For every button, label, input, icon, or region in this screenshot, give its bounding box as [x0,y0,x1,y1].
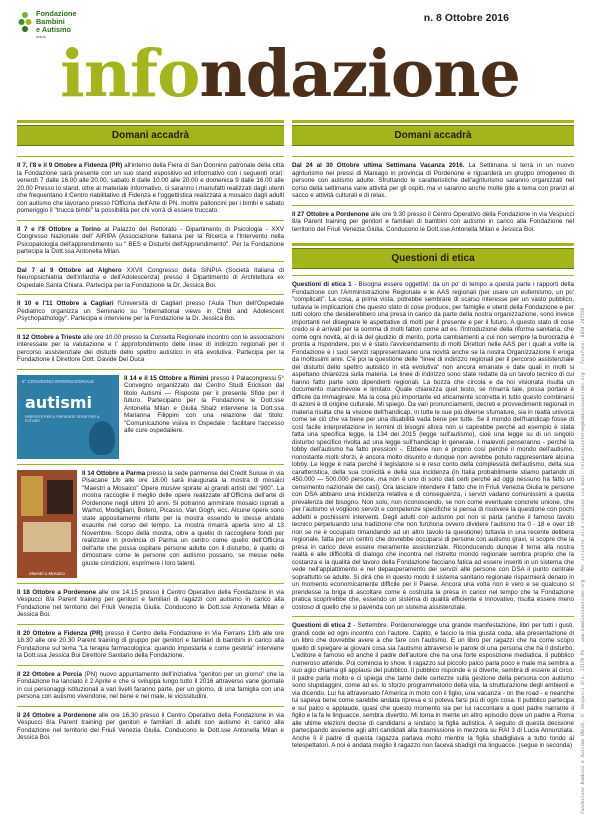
logo-line4: onlus [36,34,46,39]
event-item: Il 7, l'8 e il 9 Ottobre a Fidenza (PR) all'interno della Fiera di San Donnino patronale della città la Fondazione sarà presente con un suo stand espositivo ed informativo con i seguenti orari: venerdì 7 dalle 16.00 alle 20.00, sabato 8 dalle 10.00 alle 20.00 e domenica 9 dalle 16.00 alle 20.00 Presso lo stand, oltre al materiale informativo, ci saranno i manufatti realizzati dagli utenti che frequentano il Centro riabilitativo di Fidenza e l'oggettistica realizzata a mosaico dagli adulti con autismo che lavorano presso l'Officina dell'Arte di PN. Inoltre palloncini per i bimbi e sabato pomeriggio il "trucca bimbi" la possibilità per chi vorrà di essere truccato. [17,162,285,214]
event-item: Il 22 Ottobre a Porcia (PN) nuovo appuntamento dell'iniziativa "genitori per un giorno" che la Fondazione ha lanciato il 2 Aprile e che si sviluppa lungo tutto il 2016 attraverso varie giornate in cui personaggi istituzionali a vari livelli faranno parte, per un giorno, di una famiglia con una persona con autismo vivendone, nel bene e nel male, le vicissitudini. [17,670,285,700]
right-header-wrap [292,120,574,146]
event-item: Il 12 Ottobre a Trieste alle ore 10.00 presso la Consulta Regionale incontro con le associazioni interessate per la valutazione e l' approfondimento delle linee di indirizzo regionali per il percorso assistenziale dei disturbi dello spettro autistico in età evolutiva. Partecipa per la Fondazione il Direttore Dott. Davide Del Duca [17,333,284,363]
event-item: Il 10 e l'11 Ottobre a Cagliari l'Università di Cagliari presso l'Aula Thun dell'Ospedale Pediatrico organizza un Seminario su "International views in Child and Adolescent Psychopathology". Partecipa e interviene per la Fondazione la Dr. Jessica Boi. [17,300,284,322]
logo-line2: Bambini [36,17,65,26]
logo [18,8,108,38]
ethics-header: Questioni di etica [292,248,574,269]
rimini-event [17,375,284,459]
logo-line3: e Autismo [36,25,72,34]
masthead-part2: ndazione [199,36,520,112]
mosaic-exhibition-image: Maestri a Mosaico [17,470,77,578]
event-item: Dal 24 al 30 Ottobre ultima Settimana Vacanza 2016. La Settimana si terrà in un nuovo agriturismo nei pressi di Maniago in provincia di Pordenone e riguarderà un gruppo omogeneo di persone con autismo adulte. Sfruttando le caratteristiche dell'agriturismo saranno organizzati nel corso della settimana varie attività per gli ospiti, ma vi saranno anche molte gite a tema con pranzi al sacco e attività culturali e di relax. [292,162,574,199]
left-header-wrap [17,120,284,146]
ethics-header-wrap [292,243,574,269]
left-header: Domani accadrà [17,125,284,146]
event-item: Dal 7 al 9 Ottobre ad Alghero XXVII Congresso della SINPIA (Società Italiana di Neuropsichiatria dell'infanzia e dell'Adolescenza) presso il Dipartimento di Architettura ex Ospedale Santa Chiara. Partecipa per la Fondazione la Dr. Jessica Boi. [17,266,284,289]
autismi-poster-image: 5° CONVEGNO INTERNAZIONALE autismi RISPOSTE PER IL PRESENTE SFIDE PER IL FUTURO [17,375,119,459]
right-header: Domani accadrà [292,125,574,146]
logo-icon [18,11,32,33]
issue-number: n. 8 Ottobre 2016 [423,12,509,24]
right-column [292,120,574,750]
event-item: Il 24 Ottobre a Pordenone alle ore 16.30 presso il Centro Operativo della Fondazione in via Vespucci 8/a Parent training per genitori e familiari di adulti con autismo in carico alla Fondazione nel territorio del Friuli Venezia Giulia. Conducono le Dott.sse Antonella Milan e Jessica Boi. [17,711,284,741]
sidebar-contact: Fondazione Bambini e Autismo ONLUS, V. Vespucci 8/a, 33170 Pn - www.bambinieautismo.org - Per scrivere alla redazione via mail: relazioniesterne@bambinieautismo.org - Telefono: 0434 247550 [581,307,586,814]
parma-event [17,470,284,578]
event-item: Il 27 Ottobre a Pordenone alle ore 9.30 presso il Centro Operativo della Fondazione in via Vespucci 8/a Parent training per genitori e familiari di bambini con autismo in carico alla Fondazione nel territorio del Friuli Venezia Giulia. Conducono le Dott.sse Antonella Milan e Jessica Boi. [292,210,574,233]
event-item: Il 7 e l'8 Ottobre a Torino al Palazzo del Rettorato - Dipartimento di Psicologia - XXV Congresso Nazionale dell' AIRIPA (Associazione Italiana per la Ricerca e l'Intervento nella Psicopatologia dell'apprendimento su " BES e Disturbi dell'Apprendimento". Per la Fondazione partecipa la Dott.ssa Antonella Milan. [17,225,284,255]
ethics-article-2: Questioni di etica 2 - Settembre. Pordenonelegge una grande manifestazione, libri per tutti i gusti, grandi code ed ogni incontro con l'autore. Capito, e faccio la mia giusta coda, alla presentazione di un libro che dovrebbe avere a che fare con l'autismo. E un libro per ragazzi che ha come scopo quello di spiegare ai giovani cosa sia l'autismo attraverso le parole di una persona che ha il disturbo. L'editore è famoso ed anche il padre dell'autore che ha una forte esposizione mediatica. Il pubblico numeroso attende. Poi comincia lo show. Il ragazzo sul piccolo palco parla poco e male ma sembra a suo agio chiama gli applausi del pubblico. Il pubblico risponde e si diverte, sembra di essere al circo. Il padre parla molto e ci spiega che tante delle certezze sulla gestione della persona con autismo sono stupidaggini, come ad es. lo sforzo programmatorio della vita, la strutturazione degli ambienti e via dicendo. Lui ha attraversato l'America in moto con il figlio, una vacanza - on the road - e neanche lui sapeva bene come sarebbe andata ripresa e si poteva farsi più di ogni cosa. Il pubblico partecipa e sul palco e applaude, quasi che questo momento sia per lui raccontare a quel padre narrante il figlio e la fa le linguacce, sembra divertito. Mi torna in mente un altro episodio dove un padre a Roma alle ultime elezioni decise di candidarsi a sindaco la figlia autistica. A seguito di questa decisione partecipando assieme agli altri candidati alla trasmissione in mezzora su RAI 3 di Lucia Annunziata. Anche lì il padre di questa ragazza parlava molto mentre la figlia sbadigliava a tutto tondo ai telespettatori. A noi è andata meglio il ragazzo non faceva sbadigli ma linguacce. (segue in seconda) [292,622,574,749]
masthead-part1: info [60,36,200,112]
ethics-article-1: Questioni di etica 1 - Bisogna essere oggettivi: da un po' di tempo a questa parte i rapporti della Fondazione con l'Amministrazione Regionale e le AAS regionali (per usare un eufemismo, un po' "complicati". La cosa, a prima vista, potrebbe sembrare di scarso interesse per un vasto pubblico, tuttavia le implicazioni che questo stato di cose produce, per famiglie e utenti della Fondazione e per tutti coloro che desiderebbero una presa in carico da parte della nostra organizzazione, sono invece importanti nel disegnare le aspettative di molti per il presente e per il futuro. A questo stato di cose credo si è arrivati per la somma di molti fattori come ad es. l'introduzione della riforma sanitaria, che come ogni novità, al di là del giudizio di merito, porta cambiamenti a cui non sempre la burocrazia è pronta a rispondere, poi vi è stato l'avvicendamento di molti Direttori nelle AAS per i quali a volte la Fondazione e i suoi servizi rappresentavano una novità anche se la nostra Organizzazione li eroga da moltissimi anni. C'è poi la questione delle "linee di indirizzo regionali per il percorso assistenziale dei disturbi dello spettro autistico in età evolutiva" non ancora emanate e date quali in molti si aspettano chiarezza sulla materia. Le linee di indirizzo sono state redatte da un tavolo tecnico di cui hanno fatto parte solo dipendenti regionali. La bozza che circola e da noi visionata risulta un documento manchevole e limitato. Quale chiarezza quel testo, se rimarrà tale, possa portare è difficile da immaginare. Ma la cosa più importante ed eticamente scorretta in tutto questo combinarsi di azioni è di origine culturale. Mi spiego. Da vari pronunciamenti, decreti e provvedimenti regionali in materia risulta che la visione dell'handicap, in tutte le sue più diverse sfumature, sia in realtà univoca come se ciò che va bene per una disabilità vada bene per tutte. Se il mondo dell'handicap fosse di così facile interpretazione in termini di bisogni allora non si capirebbe perché ad esempio è stata fatta una specifica legge, la 134 del 2015 (legge sull'autismo), cioè una legge su di un singolo disturbo specifico rivolta ad una legge sull'handicap in generale. I malevoli penseranno - perché la lobby dell'autismo ha fatto pressioni -. Ebbene non è proprio così perché il mondo dell'autismo, nonostante molti sforzi, è ancora molto disunito e dunque non avrebbe potuto rappresentare alcuna lobby. Le legge è nata perché il legislatore si è reso conto della complessità dell'autismo, della sua caratteristica, della sua cronicità e della sua incidenza (in Italia probabilmente stiamo parlando di 450.000 — 500.000 persone, ma non è uno di sono dati certi perché ad oggi nessuno ha fatto un censimento nazionale dei casi). Ora lasciare intendere il fatto che in Friuli Venezia Giulia le persone con DSA abbiano una incidenza relativa e di conseguenza, i servizi vadano comunissimi a questa prevalenza del bisogno. Non solo, non riconoscendo, se non come eventuale concrete unione, che per l'autismo vi vogliono servizi e competenze specifiche si pensa di risolvere la questione con pochi addetti e pochissimi interventi. Degli adulti con autismo poi non si parla (anche il famoso tavolo tecnico perpetuando una tradizione che non funziona ovvero dividere l'autismo tra 0 - 18 e over 18 non se ne è occupato rimandando ad un altro tavolo la questione) tuttavia in una recente delibera regionale, fatta per un centro che dovrebbe occuparsi di persone con autismo gravi, si scopre che la presa in carico deve essere meramente assistenziale. Riconducendo dunque il tema alla nostra realtà e alle difficoltà di dialogo che incontra nel ristretto mondo regionale sembra proprio che la costanza e la qualità del lavoro della Fondazione facciano fatica ad essere inseriti in un sistema che vede nell'appiattimento e nel depauperamento dei servizi alle persone con DSA il punto centrale soprattutto se adulte. Si dirà che in questo modo il sistema sanitario regionale risparmierà denaro in un momento economicamente difficile per il Paese. Ancora una volta non è vero e se qualcuno si prendesse la briga di ascoltare come è costruita la presa in carico nel tempo che la Fondazione pratica scoprirebbe che, essendo un sistema di qualità efficiente e innovativo, risulta essere meno costoso di quello che si pavenda con un sistema assistenziale. [292,281,574,611]
logo-line1: Fondazione [36,9,77,18]
event-item: Il 18 Ottobre a Pordenone alle ore 14.15 presso il Centro Operativo della Fondazione in via Vespucci 8/a Parent training per genitori e familiari di ragazzi con autismo in carico alla Fondazione nel territorio del Friuli Venezia Giulia. Conducono le Dott.sse Antonella Milan e Jessica Boi. [17,588,284,618]
event-item: Il 14 e il 15 Ottobre a Rimini presso il Palacongressi 5° Convegno organizzato dal Centro Studi Erickson dal titolo Autismi — Risposte per il presente Sfide per il futuro. Partecipano per la Fondazione le Dott.sse Antonella Milan e Giulia Sbaiz interviene la Dott.ssa Marianna Filippini con una relazione dal titolo: "Comunicazione visiva in Ospedale : facilitare l'accesso alle cure ospedaliere. [124,374,284,434]
event-item: Il 14 Ottobre a Parma presso la sede parmense del Credit Suisse in via Pisacane 1/b alle ore 18.00 sarà inaugurata la mostra di mosaici "Maestri a Mosaico" Opere musive spirate ai grandi artisti del '900". La mostra raccoglie il meglio delle opere realizzate all'Officina dell'arte di Pordenone negli ultimi 10 anni. Si potranno ammirare mosaici ispirati a Warhol, Modigliani, Botero, Picasso, Van Gogh, ecc. Alcune opere sono state appositamente rifatte per la mostra essendo le stesse andate esaurite nel corso del tempo. La mostra rimarrà aperta sino al 13 Novembre. Scopo della mostra, oltre a quello di raccogliere fondi per realizzare in provincia di Parma un centro come quello dell'Officina dell'arte che possa ospitare persone adulte con il disturbo, è quello di dimostrare come le persone con autismo possano, se messe nelle giuste condizioni, esprimere i loro talenti. [82,469,284,567]
event-item: Il 20 Ottobre a Fidenza (PR) presso il Centro della Fondazione in Via Ferraris 13/b alle ore 18.30 alle ore 20.30 Parent training di gruppo per genitori e familiari di bambini in carico alla Fondazione sul tema "La terapia farmacologica: quando impostarla e come gestirla" interviene la Dott.ssa Jessica Boi Direttore Sanitario della Fondazione. [17,629,284,659]
left-column [17,120,284,742]
